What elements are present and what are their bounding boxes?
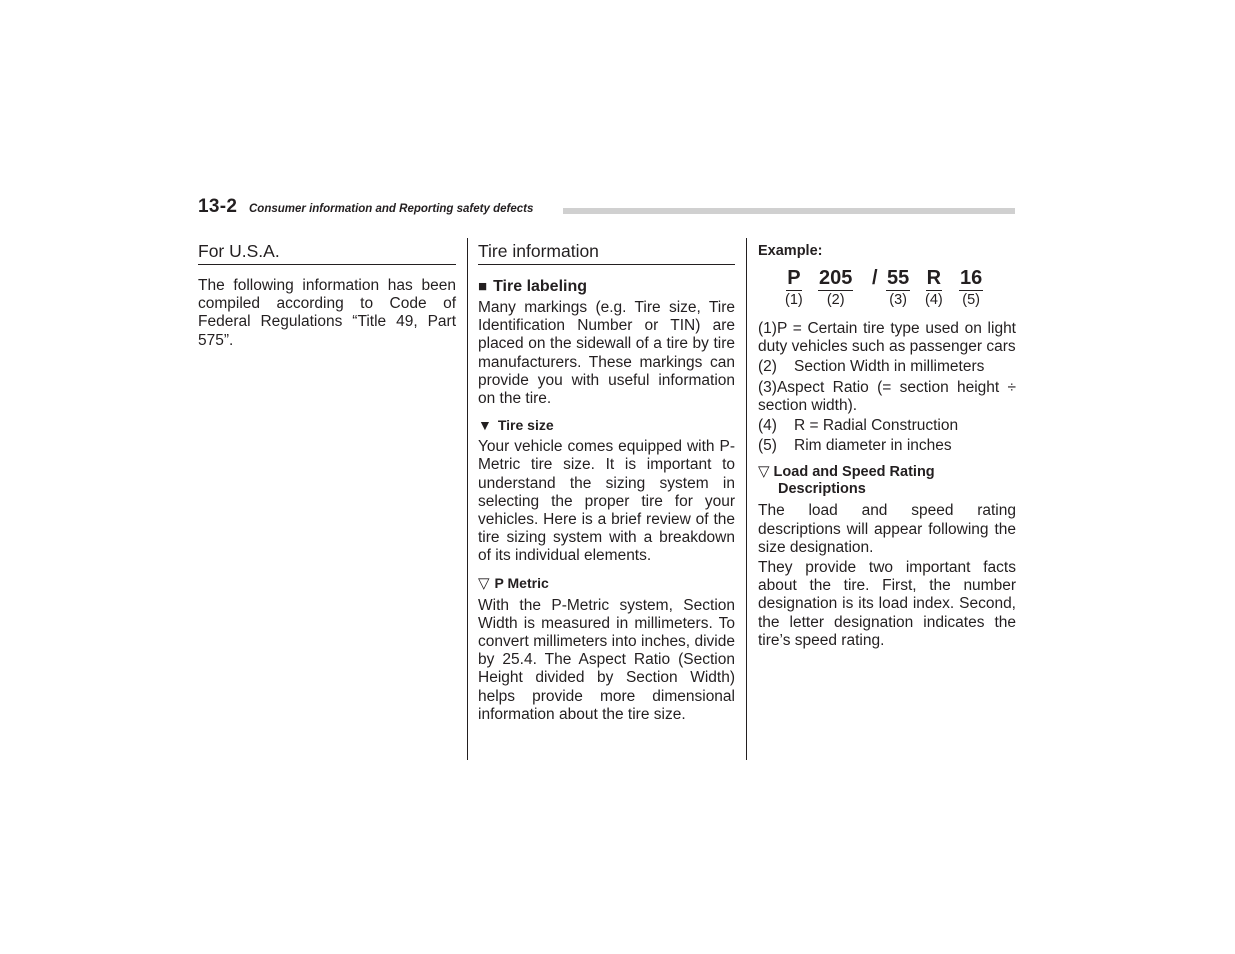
example-label: Example: [758,243,823,259]
load-speed-heading: ▽ Load and Speed Rating Descriptions [758,463,935,498]
load-speed-paragraph-1: The load and speed rating descriptions will appear following the size designation. [758,502,1016,556]
section-title-tire-information: Tire information [478,240,735,265]
load-speed-paragraph-2: They provide two important facts about the tire. First, the number designation is its load index. Second, the letter designation indicates the tire’s speed rating. [758,559,1016,649]
list-item: (1)P = Certain tire type used on light duty vehicles such as passenger cars [758,320,1016,356]
column-middle [478,238,735,724]
column-left [198,238,456,350]
list-item: (2) Section Width in millimeters [758,358,985,376]
tire-size-paragraph: Your vehicle comes equipped with P-Metric tire size. It is important to understand the sizing system in selecting the proper tire for your vehicles. Here is a brief review of the tire sizing system with a breakdown of its individual elements. [478,438,735,565]
tire-code-slash: / [872,267,878,289]
tire-size-heading: ▼ Tire size [478,417,554,434]
tire-code-diagram [758,266,1016,316]
section-title-usa: For U.S.A. [198,240,456,265]
tire-code-part: 205 (2) [819,267,853,308]
column-right [758,238,1016,650]
p-metric-paragraph: With the P-Metric system, Section Width is measured in millimeters. To convert millimeters into inches, divide by 25.4. The Aspect Ratio (Section Height divided by Section Width) helps provide more dimensional information about the tire size. [478,596,735,723]
tire-code-part: R (4) [925,267,943,308]
p-metric-heading: ▽ P Metric [478,574,549,592]
tire-labeling-paragraph: Many markings (e.g. Tire size, Tire Identification Number or TIN) are placed on the sidewall of a tire by tire manufacturers. These markings can provide you with useful information on the tire. [478,299,735,408]
tire-labeling-heading: ■ Tire labeling [478,278,588,295]
hollow-triangle-icon: ▽ [758,463,770,481]
square-bullet-icon: ■ [478,278,488,295]
column-divider [467,238,468,760]
filled-triangle-icon: ▼ [478,417,492,434]
tire-code-part: 55 (3) [887,267,910,308]
list-item: (3)Aspect Ratio (= section height ÷ section width). [758,378,1016,414]
chapter-title: Consumer information and Reporting safety defects [249,203,534,215]
list-item: (4) R = Radial Construction [758,417,959,435]
usa-paragraph: The following information has been compiled according to Code of Federal Regulations “Title 49, Part 575”. [198,277,456,349]
hollow-triangle-icon: ▽ [478,574,490,592]
tire-code-part: P (1) [785,267,803,308]
tire-code-part: 16 (5) [960,267,983,308]
page-header [198,196,1015,218]
column-divider [746,238,747,760]
list-item: (5) Rim diameter in inches [758,437,952,455]
page-number: 13-2 [198,196,238,217]
